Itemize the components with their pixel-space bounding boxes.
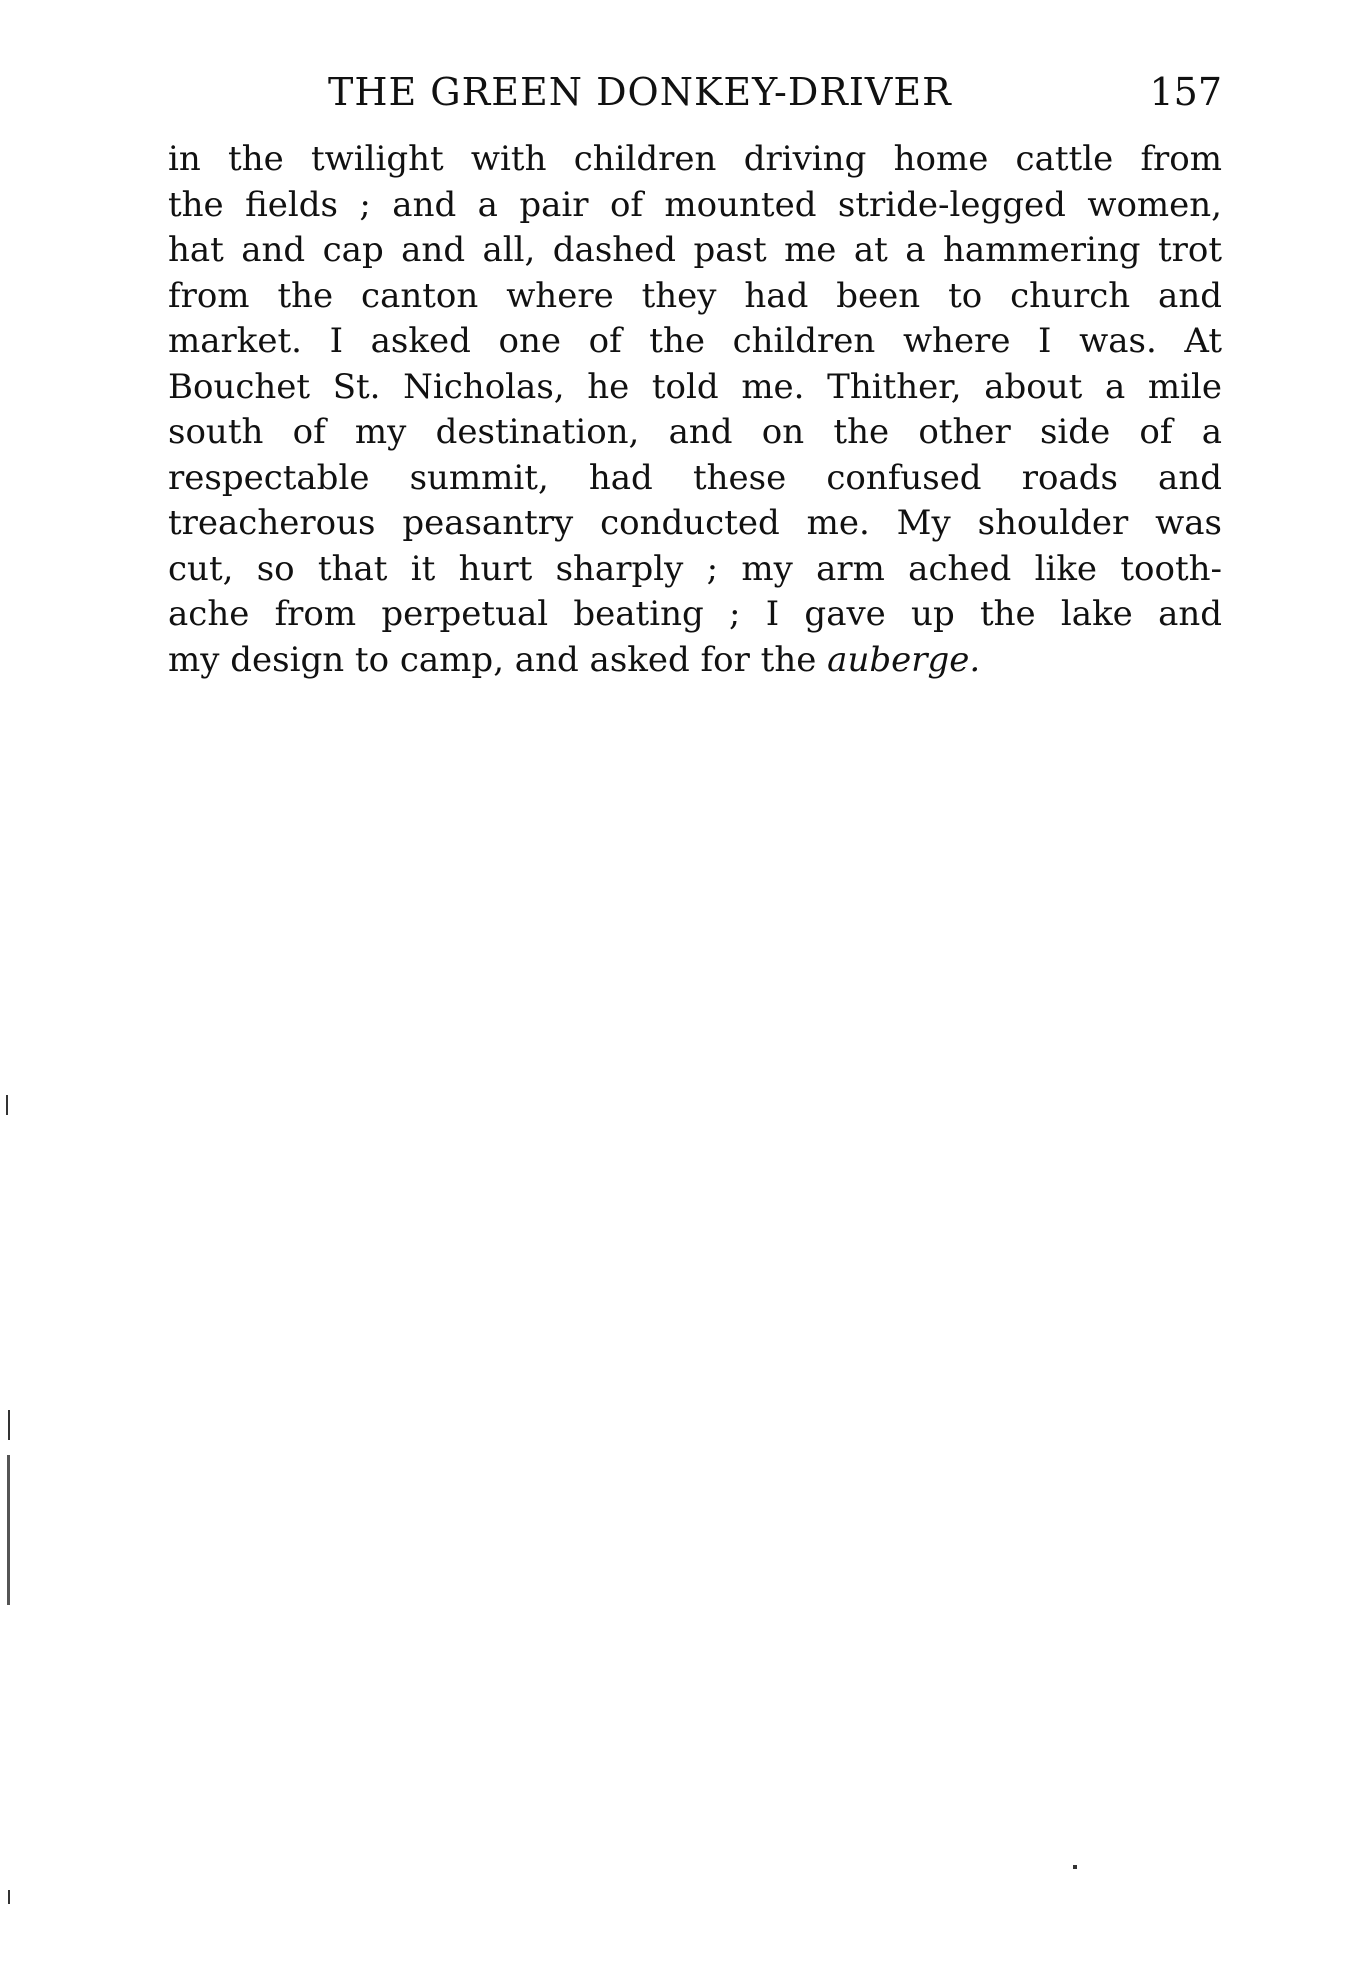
text-line: treacherous peasantry conducted me. My shoulder was (168, 503, 1222, 543)
body-paragraph (168, 137, 1222, 683)
last-line-text: my design to camp, and asked for the (168, 639, 828, 680)
scan-mark (8, 1890, 10, 1904)
text-line: Bouchet St. Nicholas, he told me. Thither, about a mile (168, 366, 1222, 407)
running-head (168, 62, 1222, 122)
scan-mark (1073, 1865, 1077, 1869)
running-title: THE GREEN DONKEY-DRIVER (328, 70, 952, 114)
page-number: 157 (1149, 70, 1222, 114)
text-line: south of my destination, and on the other side of a (168, 412, 1222, 452)
scan-mark (8, 1410, 10, 1440)
text-line: respectable summit, had these confused roads and (168, 457, 1222, 498)
text-line: ache from perpetual beating ; I gave up the lake and (168, 594, 1222, 634)
italic-word: auberge. (827, 639, 981, 680)
text-line: the fields ; and a pair of mounted stride-legged women, (168, 184, 1222, 225)
text-line: from the canton where they had been to church and (168, 275, 1222, 316)
scan-mark (6, 1095, 8, 1115)
scan-mark (7, 1455, 10, 1605)
text-line: cut, so that it hurt sharply ; my arm ached like tooth- (168, 548, 1222, 589)
text-line: in the twilight with children driving home cattle from (168, 139, 1222, 179)
text-line-last (168, 638, 1222, 684)
text-line: market. I asked one of the children where I was. At (168, 321, 1222, 361)
text-line: hat and cap and all, dashed past me at a hammering trot (168, 230, 1222, 270)
